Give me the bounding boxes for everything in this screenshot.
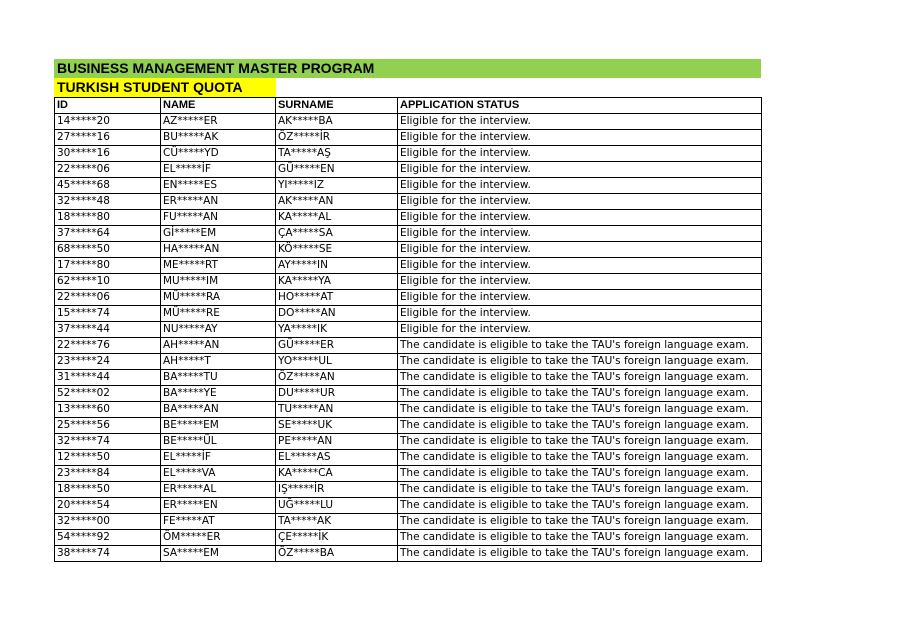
cell-surname[interactable]: YO*****UL (276, 354, 398, 370)
table-row (55, 386, 762, 402)
cell-name[interactable]: FU*****AN (161, 210, 276, 226)
cell-application-status[interactable]: The candidate is eligible to take the TAU's foreign language exam. (398, 370, 762, 386)
table-row (55, 530, 762, 546)
table-row (55, 242, 762, 258)
cell-application-status[interactable]: Eligible for the interview. (398, 226, 762, 242)
cell-surname[interactable]: DU*****UR (276, 386, 398, 402)
spreadsheet-sheet (54, 59, 761, 562)
cell-application-status[interactable]: The candidate is eligible to take the TAU's foreign language exam. (398, 466, 762, 482)
cell-application-status[interactable]: Eligible for the interview. (398, 162, 762, 178)
cell-name[interactable]: MÜ*****RE (161, 306, 276, 322)
cell-id[interactable]: 18*****50 (55, 482, 161, 498)
table-row (55, 258, 762, 274)
table-row (55, 466, 762, 482)
cell-surname[interactable]: UĞ*****LU (276, 498, 398, 514)
cell-surname[interactable]: YA*****IK (276, 322, 398, 338)
cell-id[interactable]: 54*****92 (55, 530, 161, 546)
cell-application-status[interactable]: The candidate is eligible to take the TAU's foreign language exam. (398, 482, 762, 498)
column-header-id: ID (55, 98, 161, 114)
cell-id[interactable]: 17*****80 (55, 258, 161, 274)
cell-surname[interactable]: KA*****CA (276, 466, 398, 482)
column-header-surname: SURNAME (276, 98, 398, 114)
cell-id[interactable]: 31*****44 (55, 370, 161, 386)
table-header-row (55, 98, 762, 114)
cell-id[interactable]: 23*****84 (55, 466, 161, 482)
cell-application-status[interactable]: The candidate is eligible to take the TAU's foreign language exam. (398, 546, 762, 562)
cell-application-status[interactable]: Eligible for the interview. (398, 114, 762, 130)
cell-id[interactable]: 22*****06 (55, 290, 161, 306)
cell-application-status[interactable]: Eligible for the interview. (398, 130, 762, 146)
cell-id[interactable]: 32*****00 (55, 514, 161, 530)
cell-surname[interactable]: ÖZ*****İR (276, 130, 398, 146)
table-row (55, 482, 762, 498)
cell-name[interactable]: BA*****AN (161, 402, 276, 418)
applicant-table (54, 97, 762, 562)
cell-id[interactable]: 27*****16 (55, 130, 161, 146)
cell-surname[interactable]: HO*****AT (276, 290, 398, 306)
cell-application-status[interactable]: Eligible for the interview. (398, 210, 762, 226)
cell-name[interactable]: EL*****İF (161, 450, 276, 466)
cell-name[interactable]: ER*****AN (161, 194, 276, 210)
cell-id[interactable]: 15*****74 (55, 306, 161, 322)
cell-name[interactable]: EL*****VA (161, 466, 276, 482)
cell-application-status[interactable]: Eligible for the interview. (398, 322, 762, 338)
cell-id[interactable]: 32*****74 (55, 434, 161, 450)
cell-name[interactable]: ÖM*****ER (161, 530, 276, 546)
cell-application-status[interactable]: Eligible for the interview. (398, 306, 762, 322)
cell-application-status[interactable]: The candidate is eligible to take the TAU's foreign language exam. (398, 338, 762, 354)
cell-surname[interactable]: ÖZ*****BA (276, 546, 398, 562)
cell-name[interactable]: ER*****AL (161, 482, 276, 498)
cell-application-status[interactable]: The candidate is eligible to take the TAU's foreign language exam. (398, 418, 762, 434)
cell-name[interactable]: AZ*****ER (161, 114, 276, 130)
cell-id[interactable]: 22*****76 (55, 338, 161, 354)
cell-surname[interactable]: TA*****AŞ (276, 146, 398, 162)
cell-name[interactable]: AH*****AN (161, 338, 276, 354)
column-header-name: NAME (161, 98, 276, 114)
cell-application-status[interactable]: Eligible for the interview. (398, 258, 762, 274)
cell-application-status[interactable]: The candidate is eligible to take the TAU's foreign language exam. (398, 434, 762, 450)
cell-application-status[interactable]: Eligible for the interview. (398, 242, 762, 258)
cell-surname[interactable]: PE*****AN (276, 434, 398, 450)
cell-name[interactable]: SA*****EM (161, 546, 276, 562)
cell-name[interactable]: ER*****EN (161, 498, 276, 514)
cell-surname[interactable]: GÜ*****ER (276, 338, 398, 354)
cell-id[interactable]: 68*****50 (55, 242, 161, 258)
table-row (55, 322, 762, 338)
program-title: BUSINESS MANAGEMENT MASTER PROGRAM (54, 59, 761, 78)
cell-id[interactable]: 20*****54 (55, 498, 161, 514)
cell-surname[interactable]: IŞ*****İR (276, 482, 398, 498)
cell-name[interactable]: FE*****AT (161, 514, 276, 530)
cell-name[interactable]: NU*****AY (161, 322, 276, 338)
cell-surname[interactable]: TU*****AN (276, 402, 398, 418)
cell-name[interactable]: BA*****TU (161, 370, 276, 386)
table-row (55, 114, 762, 130)
cell-surname[interactable]: AY*****IN (276, 258, 398, 274)
table-row (55, 226, 762, 242)
cell-application-status[interactable]: The candidate is eligible to take the TAU's foreign language exam. (398, 450, 762, 466)
cell-id[interactable]: 14*****20 (55, 114, 161, 130)
cell-surname[interactable]: TA*****AK (276, 514, 398, 530)
cell-name[interactable]: EL*****İF (161, 162, 276, 178)
cell-name[interactable]: MÜ*****RA (161, 290, 276, 306)
cell-application-status[interactable]: Eligible for the interview. (398, 274, 762, 290)
cell-surname[interactable]: ÖZ*****AN (276, 370, 398, 386)
cell-surname[interactable]: DO*****AN (276, 306, 398, 322)
cell-application-status[interactable]: Eligible for the interview. (398, 194, 762, 210)
table-row (55, 434, 762, 450)
cell-application-status[interactable]: The candidate is eligible to take the TAU's foreign language exam. (398, 354, 762, 370)
table-row (55, 290, 762, 306)
cell-id[interactable]: 37*****64 (55, 226, 161, 242)
cell-id[interactable]: 37*****44 (55, 322, 161, 338)
cell-application-status[interactable]: The candidate is eligible to take the TAU's foreign language exam. (398, 402, 762, 418)
cell-surname[interactable]: AK*****BA (276, 114, 398, 130)
table-row (55, 514, 762, 530)
cell-application-status[interactable]: Eligible for the interview. (398, 290, 762, 306)
table-row (55, 210, 762, 226)
cell-name[interactable]: MU*****IM (161, 274, 276, 290)
cell-surname[interactable]: SE*****UK (276, 418, 398, 434)
cell-surname[interactable]: KÖ*****SE (276, 242, 398, 258)
cell-name[interactable]: Gİ*****EM (161, 226, 276, 242)
cell-surname[interactable]: ÇE*****İK (276, 530, 398, 546)
cell-id[interactable]: 12*****50 (55, 450, 161, 466)
cell-surname[interactable]: AK*****AN (276, 194, 398, 210)
cell-name[interactable]: CÜ*****YD (161, 146, 276, 162)
cell-name[interactable]: AH*****T (161, 354, 276, 370)
table-row (55, 546, 762, 562)
cell-name[interactable]: BU*****AK (161, 130, 276, 146)
column-header-status: APPLICATION STATUS (398, 98, 762, 114)
table-row (55, 338, 762, 354)
cell-id[interactable]: 25*****56 (55, 418, 161, 434)
quota-subtitle: TURKISH STUDENT QUOTA (54, 78, 276, 97)
table-row (55, 146, 762, 162)
cell-id[interactable]: 38*****74 (55, 546, 161, 562)
cell-name[interactable]: BE*****ÜL (161, 434, 276, 450)
table-row (55, 354, 762, 370)
table-row (55, 194, 762, 210)
table-row (55, 370, 762, 386)
table-row (55, 274, 762, 290)
cell-id[interactable]: 23*****24 (55, 354, 161, 370)
cell-application-status[interactable]: The candidate is eligible to take the TAU's foreign language exam. (398, 514, 762, 530)
table-row (55, 450, 762, 466)
cell-name[interactable]: BA*****YE (161, 386, 276, 402)
cell-id[interactable]: 32*****48 (55, 194, 161, 210)
cell-surname[interactable]: EL*****AS (276, 450, 398, 466)
cell-surname[interactable]: YI*****IZ (276, 178, 398, 194)
cell-application-status[interactable]: Eligible for the interview. (398, 146, 762, 162)
cell-id[interactable]: 22*****06 (55, 162, 161, 178)
cell-id[interactable]: 30*****16 (55, 146, 161, 162)
cell-name[interactable]: HA*****AN (161, 242, 276, 258)
cell-surname[interactable]: GÜ*****EN (276, 162, 398, 178)
table-row (55, 162, 762, 178)
table-row (55, 178, 762, 194)
table-row (55, 130, 762, 146)
table-row (55, 306, 762, 322)
cell-surname[interactable]: KA*****YA (276, 274, 398, 290)
cell-application-status[interactable]: Eligible for the interview. (398, 178, 762, 194)
table-row (55, 402, 762, 418)
table-row (55, 498, 762, 514)
cell-id[interactable]: 45*****68 (55, 178, 161, 194)
cell-name[interactable]: BE*****EM (161, 418, 276, 434)
cell-application-status[interactable]: The candidate is eligible to take the TAU's foreign language exam. (398, 498, 762, 514)
table-row (55, 418, 762, 434)
cell-surname[interactable]: KA*****AL (276, 210, 398, 226)
cell-id[interactable]: 13*****60 (55, 402, 161, 418)
cell-id[interactable]: 18*****80 (55, 210, 161, 226)
cell-name[interactable]: ME*****RT (161, 258, 276, 274)
cell-application-status[interactable]: The candidate is eligible to take the TAU's foreign language exam. (398, 386, 762, 402)
cell-surname[interactable]: ÇA*****SA (276, 226, 398, 242)
cell-application-status[interactable]: The candidate is eligible to take the TAU's foreign language exam. (398, 530, 762, 546)
cell-id[interactable]: 62*****10 (55, 274, 161, 290)
cell-name[interactable]: EN*****ES (161, 178, 276, 194)
cell-id[interactable]: 52*****02 (55, 386, 161, 402)
table-body (55, 114, 762, 562)
